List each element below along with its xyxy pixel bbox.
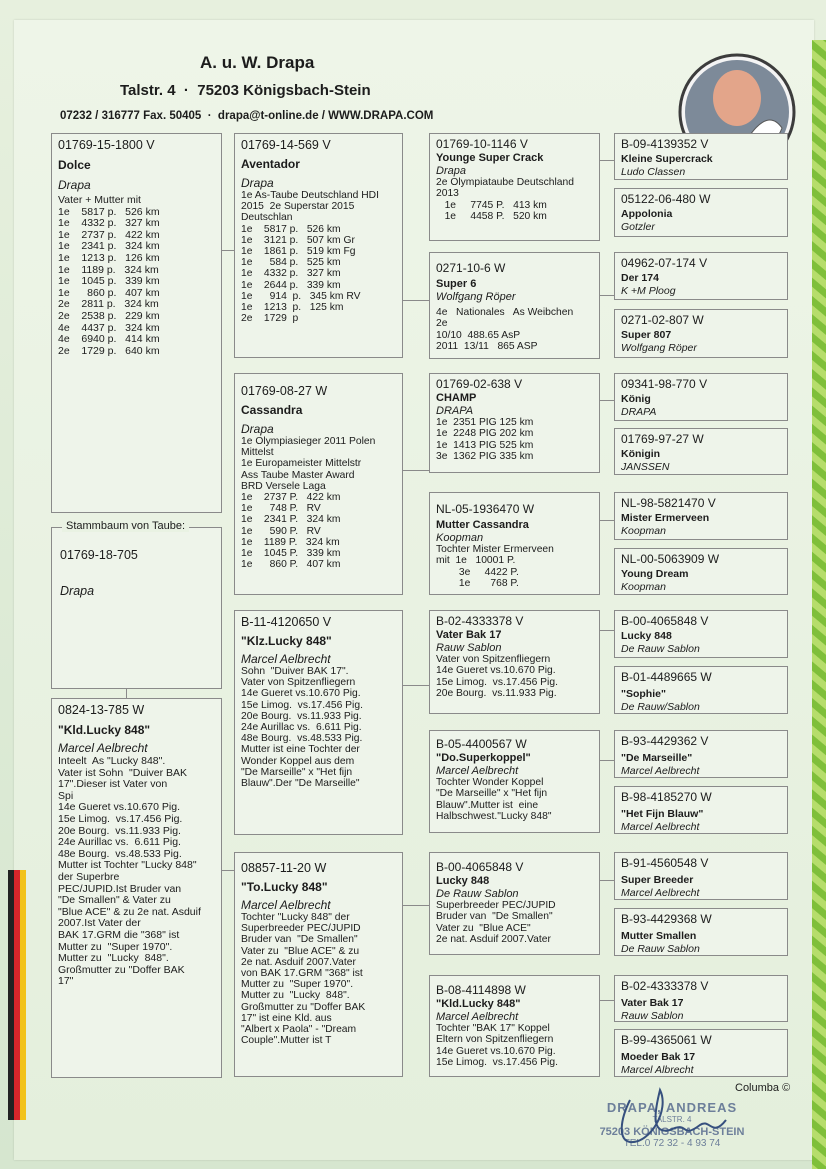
copyright-label: Columba © — [735, 1082, 791, 1094]
owner-name: Marcel Aelbrecht — [58, 741, 148, 755]
connector — [600, 400, 614, 401]
ancestor-card — [614, 133, 788, 180]
connector — [600, 295, 614, 296]
ancestor-card — [614, 252, 788, 300]
ancestor-card — [614, 610, 788, 658]
ring-number: B-99-4365061 W — [621, 1033, 712, 1047]
owner-name: Wolfgang Röper — [436, 291, 516, 303]
ring-number: B-00-4065848 V — [621, 614, 709, 628]
great-grandparent-card — [429, 133, 600, 241]
owner-name: K +M Ploog — [621, 285, 676, 297]
owner-name: Rauw Sablon — [621, 1010, 684, 1022]
sire-card — [51, 133, 222, 513]
ancestor-card — [614, 309, 788, 358]
performance-text: 1e 2351 PIG 125 km 1e 2248 PIG 202 km 1e 1413 PIG 525 km 3e 1362 PIG 335 km — [436, 417, 534, 462]
great-grandparent-card — [429, 610, 600, 714]
ancestor-card — [614, 492, 788, 540]
ring-number: B-93-4429362 V — [621, 734, 709, 748]
owner-name: Koopman — [436, 532, 484, 544]
pigeon-name: Vater Bak 17 — [436, 629, 502, 641]
ring-number: B-02-4333378 V — [436, 614, 524, 628]
great-grandparent-card — [429, 852, 600, 955]
ring-number: 01769-15-1800 V — [58, 138, 155, 152]
owner-name: Marcel Aelbrecht — [621, 821, 700, 833]
owner-name: Drapa — [436, 165, 466, 177]
owner-name: Koopman — [621, 581, 666, 593]
owner-name: Ludo Classen — [621, 166, 686, 178]
connector — [600, 1000, 614, 1001]
stamp-line: TEL.0 72 32 - 4 93 74 — [623, 1138, 721, 1149]
ring-number: B-05-4400567 W — [436, 737, 527, 751]
connector — [600, 760, 614, 761]
performance-text: Vater + Mutter mit 1e 5817 p. 526 km 1e 4332 p. 327 km 1e 2737 p. 422 km 1e 2341 p. 324 km 1e 1213 p. 126 km 1e 1189 p. 324 km 1e 1045 p. 339 km 1e 860 p. 407 km 2e 2811 p. 324 km 2e 2538 p. 229 km 4e 4437 p. 324 km 4e 6940 p. 414 km 2e 1729 p. 640 km — [58, 194, 160, 357]
pigeon-name: CHAMP — [436, 392, 477, 404]
ancestor-card — [614, 188, 788, 237]
breeder-address: Talstr. 4 · 75203 Königsbach-Stein — [120, 82, 371, 99]
handwritten-signature — [600, 1080, 740, 1160]
great-grandparent-card — [429, 492, 600, 595]
owner-name: De Rauw/Sablon — [621, 701, 700, 713]
grandparent-card — [234, 133, 403, 358]
owner-name: Marcel Aelbrecht — [241, 652, 331, 666]
pigeon-name: Kleine Supercrack — [621, 153, 713, 165]
owner-name: Wolfgang Röper — [621, 342, 697, 354]
pigeon-name: Moeder Bak 17 — [621, 1051, 696, 1063]
stamp-line: TALSTR. 4 — [652, 1115, 692, 1124]
connector — [600, 520, 614, 521]
performance-text: 4e Nationales As Weibchen 2e 10/10 488.65 AsP 2011 13/11 865 ASP — [436, 307, 574, 352]
ancestor-card — [614, 548, 788, 595]
ring-number: 01769-14-569 V — [241, 138, 331, 152]
pigeon-name: "Kld.Lucky 848" — [436, 998, 521, 1010]
subject-ring: 01769-18-705 — [60, 548, 138, 562]
pigeon-name: "Sophie" — [621, 688, 666, 700]
connector — [222, 250, 234, 251]
ring-number: 0271-10-6 W — [436, 261, 506, 275]
performance-text: Vater von Spitzenfliegern 14e Gueret vs.10.670 Pig. 15e Limog. vs.17.456 Pig. 20e Bourg. vs.11.933 Pig. — [436, 654, 558, 699]
subject-caption: Stammbaum von Taube: — [62, 520, 189, 532]
ring-number: 01769-02-638 V — [436, 377, 523, 391]
performance-text: Tochter Wonder Koppel "De Marseille" x "Het fijn Blauw".Mutter ist eine Halbschwest."Lucky 848" — [436, 777, 552, 822]
owner-name: De Rauw Sablon — [621, 643, 700, 655]
ancestor-card — [614, 373, 788, 421]
pigeon-name: Aventador — [241, 157, 300, 171]
pigeon-name: Super Breeder — [621, 874, 694, 886]
ring-number: 01769-08-27 W — [241, 384, 328, 398]
pigeon-name: Super 6 — [436, 278, 477, 290]
owner-name: Drapa — [58, 178, 91, 192]
ring-number: B-11-4120650 V — [241, 615, 332, 629]
subject-owner: Drapa — [60, 584, 95, 598]
grandparent-card — [234, 610, 403, 835]
pigeon-name: Mutter Cassandra — [436, 519, 529, 531]
pigeon-name: Super 807 — [621, 329, 672, 341]
ring-number: 08857-11-20 W — [241, 861, 327, 875]
pigeon-name: Appolonia — [621, 208, 673, 220]
ring-number: 01769-10-1146 V — [436, 137, 528, 151]
performance-text: 1e As-Taube Deutschland HDI 2015 2e Superstar 2015 Deutschlan 1e 5817 p. 526 km 1e 3121 p. 507 km Gr 1e 1861 p. 519 km Fg 1e 584 p. 525 km 1e 4332 p. 327 km 1e 2644 p. 339 km 1e 914 p. 345 km RV 1e 1213 p. 125 km 2e 1729 p — [241, 190, 379, 325]
owner-name: Marcel Aelbrecht — [241, 898, 331, 912]
performance-text: Superbreeder PEC/JUPID Bruder van "De Smallen" Vater zu "Blue ACE" 2e nat. Asduif 2007.Vater — [436, 900, 556, 945]
owner-name: Rauw Sablon — [436, 642, 502, 654]
pigeon-name: Dolce — [58, 158, 91, 172]
ancestor-card — [614, 975, 788, 1022]
ring-number: 0824-13-785 W — [58, 703, 145, 717]
stamp-line: 75203 KÖNIGSBACH-STEIN — [599, 1126, 745, 1138]
ring-number: 05122-06-480 W — [621, 192, 711, 206]
ancestor-card — [614, 1029, 788, 1077]
pigeon-name: "Kld.Lucky 848" — [58, 723, 151, 737]
pigeon-name: Der 174 — [621, 272, 659, 284]
ring-number: B-91-4560548 V — [621, 856, 709, 870]
stamp-line: DRAPA, ANDREAS — [606, 1100, 738, 1115]
ring-number: NL-05-1936470 W — [436, 502, 535, 516]
ancestor-card — [614, 666, 788, 714]
owner-name: JANSSEN — [621, 461, 670, 473]
great-grandparent-card — [429, 730, 600, 833]
ring-number: 0271-02-807 W — [621, 313, 704, 327]
connector — [222, 870, 234, 871]
dam-card — [51, 698, 222, 1078]
owner-name: DRAPA — [621, 406, 657, 418]
grandparent-card — [234, 852, 403, 1077]
pigeon-name: Vater Bak 17 — [621, 997, 684, 1009]
ring-number: 01769-97-27 W — [621, 432, 704, 446]
ancestor-card — [614, 428, 788, 475]
right-decor-stripe — [812, 40, 826, 1169]
performance-text: Tochter "Lucky 848" der Superbreeder PEC/JUPID Bruder van "De Smallen" Vater zu "Blue ACE" & zu 2e nat. Asduif 2007.Vater von BAK 17.GRM "368" ist Mutter zu "Super 1970". Mutter zu "Lucky 848". Großmutter zu "Doffer BAK 17" ist eine Kld. aus "Albert x Paola" - "Dream Couple".Mutter ist T — [241, 912, 366, 1047]
owner-name: DRAPA — [436, 405, 474, 417]
owner-name: De Rauw Sablon — [621, 943, 700, 955]
ancestor-card — [614, 786, 788, 834]
connector — [600, 160, 614, 161]
pigeon-name: "To.Lucky 848" — [241, 880, 328, 894]
pigeon-name: Young Dream — [621, 568, 689, 580]
ring-number: 09341-98-770 V — [621, 377, 708, 391]
performance-text: Sohn "Duiver BAK 17". Vater von Spitzenfliegern 14e Gueret vs.10.670 Pig. 15e Limog. vs.17.456 Pig. 20e Bourg. vs.11.933 Pig. 24e Aurillac vs. 6.611 Pig. 48e Bourg. vs.48.533 Pig. Mutter ist eine Tochter der Wonder Koppel aus dem "De Marseille" x "Het fijn Blauw".Der "De Marseille" — [241, 666, 363, 790]
ring-number: B-08-4114898 W — [436, 983, 526, 997]
grandparent-card — [234, 373, 403, 595]
owner-name: Gotzler — [621, 221, 655, 233]
ring-number: B-00-4065848 V — [436, 860, 524, 874]
connector — [403, 470, 429, 471]
performance-text: 1e Olympiasieger 2011 Polen Mittelst 1e Europameister Mittelstr Ass Taube Master Award BRD Versele Laga 1e 2737 P. 422 km 1e 748 P. RV 1e 2341 P. 324 km 1e 590 P. RV 1e 1189 P. 324 km 1e 1045 P. 339 km 1e 860 P. 407 km — [241, 436, 376, 571]
connector — [600, 630, 614, 631]
left-flag-stripe — [8, 870, 26, 1120]
connector — [403, 300, 429, 301]
owner-name: De Rauw Sablon — [436, 888, 519, 900]
ring-number: B-02-4333378 V — [621, 979, 709, 993]
performance-text: Tochter Mister Ermerveen mit 1e 10001 P. 3e 4422 P. 1e 768 P. — [436, 544, 554, 589]
great-grandparent-card — [429, 975, 600, 1077]
ring-number: B-09-4139352 V — [621, 137, 709, 151]
ring-number: NL-00-5063909 W — [621, 552, 720, 566]
connector — [126, 688, 127, 698]
pigeon-name: "Het Fijn Blauw" — [621, 808, 704, 820]
subject-card — [51, 527, 222, 689]
pigeon-name: Mutter Smallen — [621, 930, 697, 942]
ring-number: NL-98-5821470 V — [621, 496, 716, 510]
connector — [403, 905, 429, 906]
owner-name: Drapa — [241, 176, 274, 190]
ring-number: B-93-4429368 W — [621, 912, 712, 926]
pigeon-name: "Do.Superkoppel" — [436, 752, 531, 764]
connector — [403, 685, 429, 686]
breeder-name: A. u. W. Drapa — [200, 53, 315, 72]
performance-text: 2e Olympiataube Deutschland 2013 1e 7745 P. 413 km 1e 4458 P. 520 km — [436, 177, 574, 222]
pigeon-name: König — [621, 393, 651, 405]
performance-text: Tochter "BAK 17" Koppel Eltern von Spitzenfliegern 14e Gueret vs.10.670 Pig. 15e Limog. vs.17.456 Pig. — [436, 1023, 558, 1068]
owner-name: Marcel Aelbrecht — [621, 765, 700, 777]
ancestor-card — [614, 908, 788, 956]
pigeon-name: "De Marseille" — [621, 752, 693, 764]
ring-number: B-01-4489665 W — [621, 670, 712, 684]
pigeon-name: "Klz.Lucky 848" — [241, 634, 332, 648]
ancestor-card — [614, 852, 788, 900]
ring-number: B-98-4185270 W — [621, 790, 712, 804]
owner-name: Koopman — [621, 525, 666, 537]
pigeon-name: Lucky 848 — [621, 630, 672, 642]
pigeon-name: Mister Ermerveen — [621, 512, 710, 524]
breeder-contact: 07232 / 316777 Fax. 50405 · drapa@t-online.de / WWW.DRAPA.COM — [60, 110, 434, 122]
performance-text: Inteelt As "Lucky 848". Vater ist Sohn "Duiver BAK 17".Dieser ist Vater von Spi 14e Gueret vs.10.670 Pig. 15e Limog. vs.17.456 Pig. 20e Bourg. vs.11.933 Pig. 24e Aurillac vs. 6.611 Pig. 48e Bourg. vs.48.533 Pig. Mutter ist Tochter "Lucky 848" der Superbre PEC/JUPID.Ist Bruder van "De Smallen" & Vater zu "Blue ACE" & zu 2e nat. Asduif 2007.Ist Vater der BAK 17.GRM die "368" ist Mutter zu "Super 1970". Mutter zu "Lucky 848". Großmutter zu "Doffer BAK 17" — [58, 755, 201, 988]
pigeon-name: Lucky 848 — [436, 875, 490, 887]
pigeon-name: Cassandra — [241, 403, 303, 417]
connector — [600, 880, 614, 881]
ancestor-card — [614, 730, 788, 778]
ring-number: 04962-07-174 V — [621, 256, 708, 270]
great-grandparent-card — [429, 373, 600, 473]
owner-name: Marcel Aelbrecht — [436, 765, 519, 777]
owner-name: Marcel Aelbrecht — [436, 1011, 519, 1023]
owner-name: Marcel Aelbrecht — [621, 887, 700, 899]
pigeon-name: Younge Super Crack — [436, 152, 544, 164]
owner-name: Drapa — [241, 422, 274, 436]
owner-name: Marcel Albrecht — [621, 1064, 694, 1076]
great-grandparent-card — [429, 252, 600, 359]
pigeon-name: Königin — [621, 448, 661, 460]
